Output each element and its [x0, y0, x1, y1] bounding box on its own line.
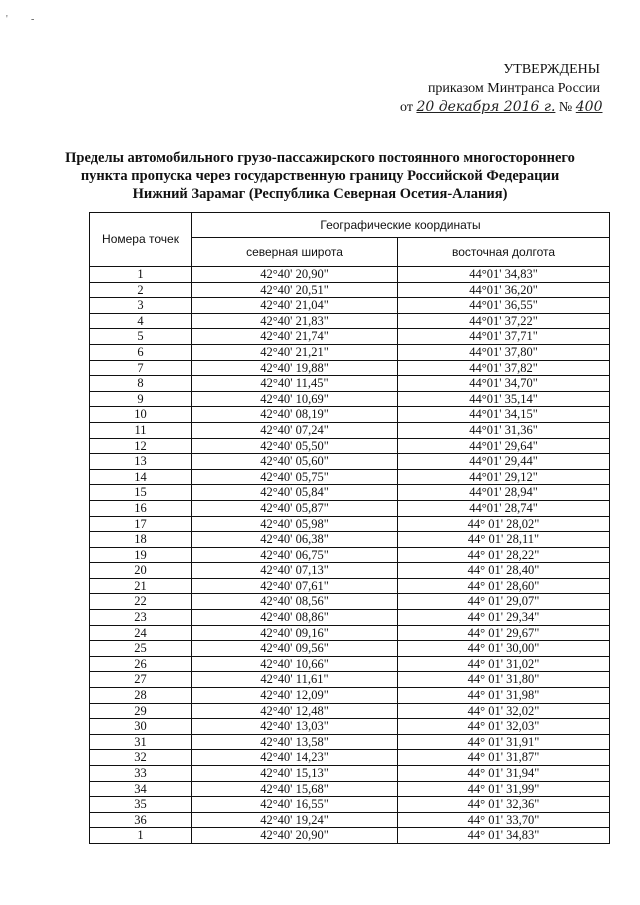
point-number-cell: 11 — [90, 422, 192, 438]
longitude-cell: 44°01' 37,80" — [398, 344, 610, 360]
table-row — [90, 516, 610, 532]
longitude-cell: 44° 01' 29,34" — [398, 610, 610, 626]
point-number-cell: 30 — [90, 719, 192, 735]
longitude-cell: 44°01' 29,64" — [398, 438, 610, 454]
latitude-cell: 42°40' 19,24" — [192, 812, 398, 828]
latitude-cell: 42°40' 20,90" — [192, 828, 398, 844]
table-row — [90, 532, 610, 548]
header-longitude: восточная долгота — [398, 238, 610, 267]
table-row — [90, 500, 610, 516]
header-point-numbers: Номера точек — [90, 213, 192, 267]
longitude-cell: 44°01' 35,14" — [398, 391, 610, 407]
table-row — [90, 454, 610, 470]
point-number-cell: 4 — [90, 313, 192, 329]
table-row — [90, 734, 610, 750]
document-title — [60, 149, 580, 203]
approval-date-line — [400, 98, 603, 117]
longitude-cell: 44° 01' 30,00" — [398, 641, 610, 657]
table-row — [90, 625, 610, 641]
point-number-cell: 34 — [90, 781, 192, 797]
latitude-cell: 42°40' 09,56" — [192, 641, 398, 657]
longitude-cell: 44°01' 28,74" — [398, 500, 610, 516]
table-row — [90, 656, 610, 672]
table-row — [90, 766, 610, 782]
latitude-cell: 42°40' 05,84" — [192, 485, 398, 501]
longitude-cell: 44° 01' 28,11" — [398, 532, 610, 548]
latitude-cell: 42°40' 16,55" — [192, 797, 398, 813]
point-number-cell: 14 — [90, 469, 192, 485]
table-row — [90, 329, 610, 345]
table-row — [90, 547, 610, 563]
table-row — [90, 282, 610, 298]
title-line: Нижний Зарамаг (Республика Северная Осетия-Алания) — [132, 186, 508, 202]
longitude-cell: 44°01' 28,94" — [398, 485, 610, 501]
header-geo-coordinates: Географические координаты — [192, 213, 610, 238]
longitude-cell: 44° 01' 32,03" — [398, 719, 610, 735]
longitude-cell: 44° 01' 28,40" — [398, 563, 610, 579]
point-number-cell: 32 — [90, 750, 192, 766]
longitude-cell: 44° 01' 29,67" — [398, 625, 610, 641]
title-line: пункта пропуска через государственную границу Российской Федерации — [80, 168, 560, 184]
table-row — [90, 469, 610, 485]
table-row — [90, 298, 610, 314]
longitude-cell: 44°01' 34,15" — [398, 407, 610, 423]
longitude-cell: 44° 01' 28,60" — [398, 578, 610, 594]
point-number-cell: 5 — [90, 329, 192, 345]
approval-title: УТВЕРЖДЕНЫ — [503, 62, 600, 77]
latitude-cell: 42°40' 21,04" — [192, 298, 398, 314]
latitude-cell: 42°40' 21,21" — [192, 344, 398, 360]
longitude-cell: 44° 01' 33,70" — [398, 812, 610, 828]
longitude-cell: 44°01' 34,70" — [398, 376, 610, 392]
latitude-cell: 42°40' 05,98" — [192, 516, 398, 532]
point-number-cell: 2 — [90, 282, 192, 298]
table-row — [90, 719, 610, 735]
latitude-cell: 42°40' 12,48" — [192, 703, 398, 719]
table-row — [90, 688, 610, 704]
point-number-cell: 10 — [90, 407, 192, 423]
point-number-cell: 22 — [90, 594, 192, 610]
table-row — [90, 438, 610, 454]
title-line: Пределы автомобильного грузо-пассажирского постоянного многостороннего — [65, 150, 575, 166]
longitude-cell: 44° 01' 31,87" — [398, 750, 610, 766]
latitude-cell: 42°40' 12,09" — [192, 688, 398, 704]
table-row — [90, 422, 610, 438]
longitude-cell: 44°01' 37,82" — [398, 360, 610, 376]
latitude-cell: 42°40' 05,60" — [192, 454, 398, 470]
approval-stamp — [400, 60, 603, 117]
longitude-cell: 44° 01' 29,07" — [398, 594, 610, 610]
latitude-cell: 42°40' 06,75" — [192, 547, 398, 563]
latitude-cell: 42°40' 15,13" — [192, 766, 398, 782]
latitude-cell: 42°40' 07,24" — [192, 422, 398, 438]
point-number-cell: 28 — [90, 688, 192, 704]
table-row — [90, 750, 610, 766]
longitude-cell: 44°01' 29,12" — [398, 469, 610, 485]
point-number-cell: 3 — [90, 298, 192, 314]
table-row — [90, 267, 610, 283]
longitude-cell: 44°01' 34,83" — [398, 267, 610, 283]
table-row — [90, 344, 610, 360]
latitude-cell: 42°40' 13,03" — [192, 719, 398, 735]
longitude-cell: 44° 01' 31,99" — [398, 781, 610, 797]
table-row — [90, 407, 610, 423]
table-row — [90, 376, 610, 392]
table-row — [90, 672, 610, 688]
latitude-cell: 42°40' 08,86" — [192, 610, 398, 626]
table-body — [90, 267, 610, 844]
table-row — [90, 594, 610, 610]
latitude-cell: 42°40' 05,87" — [192, 500, 398, 516]
point-number-cell: 35 — [90, 797, 192, 813]
point-number-cell: 26 — [90, 656, 192, 672]
table-row — [90, 781, 610, 797]
point-number-cell: 18 — [90, 532, 192, 548]
latitude-cell: 42°40' 21,83" — [192, 313, 398, 329]
table-row — [90, 391, 610, 407]
latitude-cell: 42°40' 05,75" — [192, 469, 398, 485]
point-number-cell: 24 — [90, 625, 192, 641]
point-number-cell: 19 — [90, 547, 192, 563]
point-number-cell: 8 — [90, 376, 192, 392]
longitude-cell: 44° 01' 31,91" — [398, 734, 610, 750]
handwritten-number: 400 — [575, 99, 603, 115]
number-label: № — [558, 100, 573, 115]
handwritten-date: 20 декабря 2016 г. — [416, 99, 556, 115]
latitude-cell: 42°40' 10,69" — [192, 391, 398, 407]
point-number-cell: 23 — [90, 610, 192, 626]
table-row — [90, 485, 610, 501]
point-number-cell: 31 — [90, 734, 192, 750]
longitude-cell: 44°01' 31,36" — [398, 422, 610, 438]
latitude-cell: 42°40' 19,88" — [192, 360, 398, 376]
point-number-cell: 21 — [90, 578, 192, 594]
longitude-cell: 44° 01' 31,94" — [398, 766, 610, 782]
longitude-cell: 44°01' 36,20" — [398, 282, 610, 298]
longitude-cell: 44° 01' 31,02" — [398, 656, 610, 672]
point-number-cell: 7 — [90, 360, 192, 376]
table-row — [90, 828, 610, 844]
latitude-cell: 42°40' 13,58" — [192, 734, 398, 750]
point-number-cell: 1 — [90, 267, 192, 283]
point-number-cell: 17 — [90, 516, 192, 532]
latitude-cell: 42°40' 11,61" — [192, 672, 398, 688]
latitude-cell: 42°40' 09,16" — [192, 625, 398, 641]
coordinates-table — [89, 212, 610, 844]
table-row — [90, 797, 610, 813]
point-number-cell: 20 — [90, 563, 192, 579]
longitude-cell: 44°01' 37,22" — [398, 313, 610, 329]
point-number-cell: 25 — [90, 641, 192, 657]
latitude-cell: 42°40' 07,13" — [192, 563, 398, 579]
latitude-cell: 42°40' 20,51" — [192, 282, 398, 298]
header-latitude: северная широта — [192, 238, 398, 267]
point-number-cell: 27 — [90, 672, 192, 688]
longitude-cell: 44° 01' 28,02" — [398, 516, 610, 532]
point-number-cell: 6 — [90, 344, 192, 360]
point-number-cell: 9 — [90, 391, 192, 407]
table-row — [90, 313, 610, 329]
longitude-cell: 44° 01' 32,36" — [398, 797, 610, 813]
latitude-cell: 42°40' 08,19" — [192, 407, 398, 423]
latitude-cell: 42°40' 14,23" — [192, 750, 398, 766]
latitude-cell: 42°40' 05,50" — [192, 438, 398, 454]
approval-order-line: приказом Минтранса России — [427, 81, 600, 96]
longitude-cell: 44°01' 37,71" — [398, 329, 610, 345]
table-row — [90, 563, 610, 579]
table-row — [90, 610, 610, 626]
table-row — [90, 578, 610, 594]
table-row — [90, 703, 610, 719]
latitude-cell: 42°40' 07,61" — [192, 578, 398, 594]
longitude-cell: 44° 01' 34,83" — [398, 828, 610, 844]
table-row — [90, 641, 610, 657]
point-number-cell: 16 — [90, 500, 192, 516]
latitude-cell: 42°40' 11,45" — [192, 376, 398, 392]
longitude-cell: 44° 01' 31,98" — [398, 688, 610, 704]
point-number-cell: 36 — [90, 812, 192, 828]
point-number-cell: 29 — [90, 703, 192, 719]
longitude-cell: 44°01' 36,55" — [398, 298, 610, 314]
scan-mark: ' — [6, 14, 8, 25]
latitude-cell: 42°40' 15,68" — [192, 781, 398, 797]
point-number-cell: 12 — [90, 438, 192, 454]
longitude-cell: 44° 01' 32,02" — [398, 703, 610, 719]
point-number-cell: 13 — [90, 454, 192, 470]
table-row — [90, 812, 610, 828]
latitude-cell: 42°40' 08,56" — [192, 594, 398, 610]
longitude-cell: 44°01' 29,44" — [398, 454, 610, 470]
point-number-cell: 33 — [90, 766, 192, 782]
latitude-cell: 42°40' 10,66" — [192, 656, 398, 672]
point-number-cell: 1 — [90, 828, 192, 844]
table-row — [90, 360, 610, 376]
point-number-cell: 15 — [90, 485, 192, 501]
latitude-cell: 42°40' 20,90" — [192, 267, 398, 283]
longitude-cell: 44° 01' 31,80" — [398, 672, 610, 688]
latitude-cell: 42°40' 06,38" — [192, 532, 398, 548]
longitude-cell: 44° 01' 28,22" — [398, 547, 610, 563]
scan-mark: - — [31, 14, 35, 25]
from-label: от — [400, 100, 413, 115]
latitude-cell: 42°40' 21,74" — [192, 329, 398, 345]
